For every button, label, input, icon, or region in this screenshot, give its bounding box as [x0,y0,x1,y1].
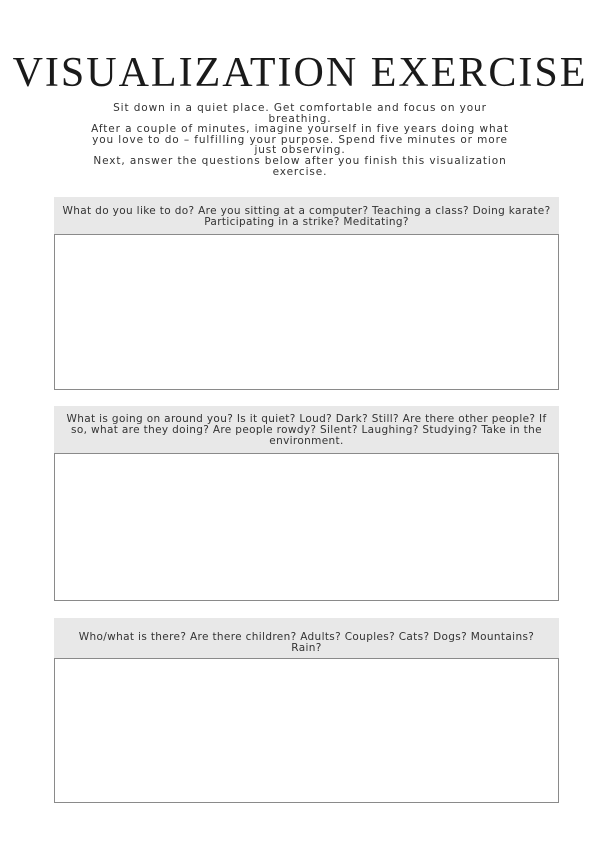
question-section-1 [54,197,559,390]
instructions [90,103,510,177]
question-prompt: What do you like to do? Are you sitting at a computer? Teaching a class? Doing karate? Participating in a strike? Meditating? [54,197,559,234]
question-prompt: What is going on around you? Is it quiet? Loud? Dark? Still? Are there other people? If so, what are they doing? Are people rowdy? Silent? Laughing? Studying? Take in the environment. [54,406,559,453]
answer-box[interactable] [54,658,559,803]
answer-box[interactable] [54,234,559,390]
question-section-2 [54,406,559,601]
instruction-line: After a couple of minutes, imagine yourself in five years doing what you love to do – fulfilling your purpose. Spend five minutes or more just observing. [91,123,509,157]
answer-box[interactable] [54,453,559,601]
instruction-line: Next, answer the questions below after you finish this visualization exercise. [93,154,507,178]
instruction-line: Sit down in a quiet place. Get comfortable and focus on your breathing. [113,102,487,125]
question-section-3 [54,618,559,803]
page-title: VISUALIZATION EXERCISE [12,50,588,96]
question-prompt: Who/what is there? Are there children? Adults? Couples? Cats? Dogs? Mountains? Rain? [54,618,559,658]
